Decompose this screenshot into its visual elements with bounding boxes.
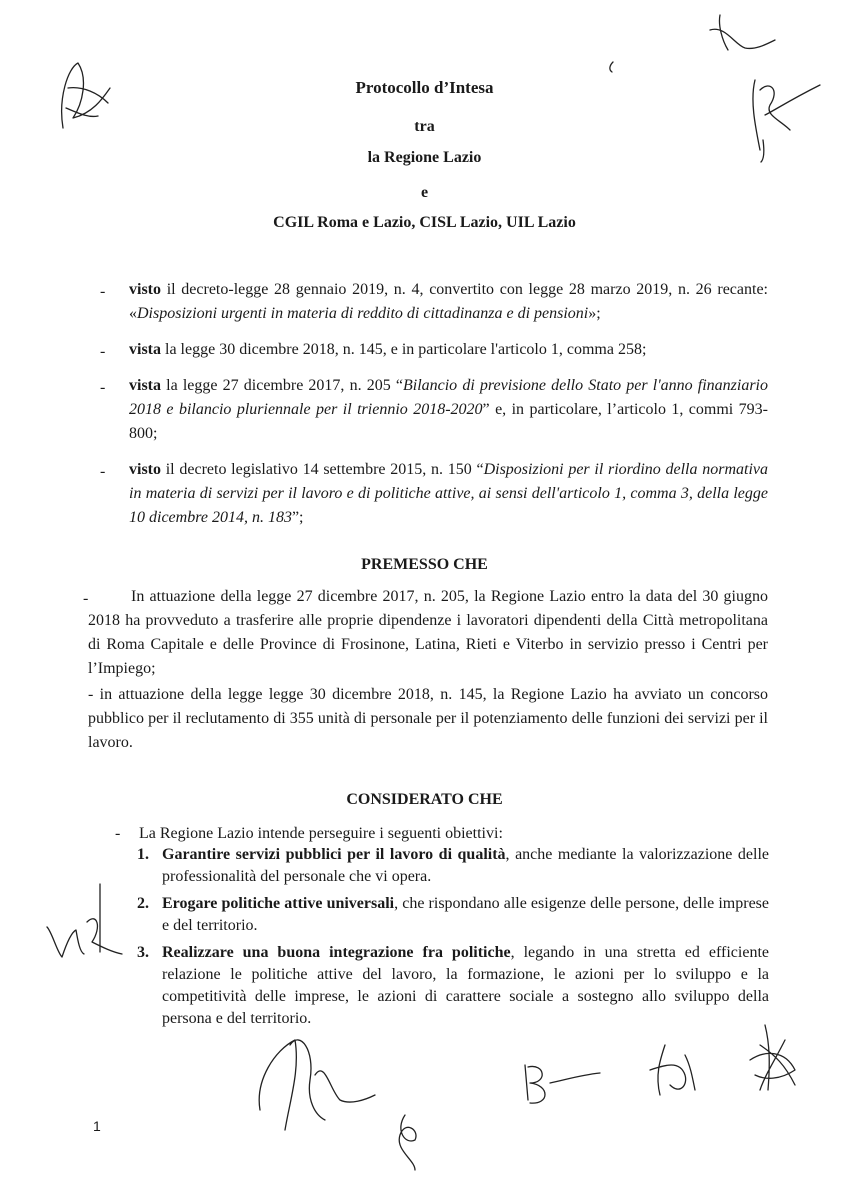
objectives-list [137, 844, 769, 1035]
objective-item: 1. Garantire servizi pubblici per il lavoro di qualità, anche mediante la valorizzazione delle professionalità del personale che vi opera. [137, 846, 770, 885]
signature-initials-top-right [700, 10, 780, 60]
signature-bottom-3 [640, 1040, 710, 1100]
considerato-heading: CONSIDERATO CHE [346, 791, 503, 808]
premesso-paragraph-1: - In attuazione della legge 27 dicembre 2017, n. 205, la Regione Lazio entro la data del 30 giugno 2018 ha provveduto a trasferire alle proprie dipendenze i lavoratori dipendenti della Città metropolitana di Roma Capitale e delle Province di Frosinone, Latina, Rieti e Viterbo in servizio presso i Centri per l’Impiego; [83, 588, 768, 677]
list-item: - visto il decreto-legge 28 gennaio 2019, n. 4, convertito con legge 28 marzo 2019, n. 26 recante: «Disposizioni urgenti in materia di reddito di cittadinanza e di pensioni»; [100, 281, 768, 322]
list-item: - vista la legge 30 dicembre 2018, n. 145, e in particolare l'articolo 1, comma 258; [100, 341, 647, 360]
objective-item: 3. Realizzare una buona integrazione fra politiche, legando in una stretta ed efficiente relazione le politiche attive del lavoro, la formazione, le azioni per lo sviluppo e la competitività delle imprese, le azioni di carattere sociale a sostegno allo sviluppo della persona e del territorio. [137, 944, 769, 1027]
signature-initials-top-left [48, 58, 118, 138]
signature-bottom-2 [520, 1055, 610, 1115]
between-word: tra [414, 118, 435, 135]
ink-mark [605, 60, 617, 74]
list-item: - visto il decreto legislativo 14 settembre 2015, n. 150 “Disposizioni per il riordino della normativa in materia di servizi per il lavoro e di politiche attive, ai sensi dell'articolo 1, comma 3, della legge 10 dicembre 2014, n. 183”; [100, 461, 769, 526]
visti-list [100, 278, 768, 542]
premesso-paragraph-2: - in attuazione della legge legge 30 dicembre 2018, n. 145, la Regione Lazio ha avviato un concorso pubblico per il reclutamento di 355 unità di personale per il potenziamento delle funzioni dei servizi per il lavoro. [88, 686, 768, 751]
premesso-heading: PREMESSO CHE [361, 556, 488, 573]
document-page: Protocollo d’Intesa tra la Regione Lazio e CGIL Roma e Lazio, CISL Lazio, UIL Lazio - visto il decreto-legge 28 gennaio 2019, n. 4, convertito con legge 28 marzo 2019, n. 26 recante: «Disposizioni urgenti in materia di reddito di cittadinanza e di pensioni»; - vista la legge 30 dicembre 2018, n. 145, e in particolare l'articolo 1, comma 258; - vista la legge 27 dicembre 2017, n. 205 “Bilancio di previsione dello Stato per l'anno finanziario 2018 e bilancio pluriennale per il triennio 2018-2020” e, in particolare, l’articolo 1, commi 793-800; - visto il decreto legislativo 14 settembre 2015, n. 150 “Disposizioni per il riordino della normativa in materia di servizi per il lavoro e di politiche attive, ai sensi dell'articolo 1, comma 3, della legge 10 dicembre 2014, n. 183”; PREMESSO CHE - In attuazione della legge 27 dicembre 2017, n. 205, la Regione Lazio entro la data del 30 giugno 2018 ha provveduto a trasferire alle proprie dipendenze i lavoratori dipendenti della Città metropolitana di Roma Capitale e delle Province di Frosinone, Latina, Rieti e Viterbo in servizio presso i Centri per l’Impiego; - in attuazione della legge legge 30 dicembre 2018, n. 145, la Regione Lazio ha avviato un concorso pubblico per il reclutamento di 355 unità di personale per il potenziamento delle funzioni dei servizi per il lavoro. CONSIDERATO CHE - La Regione Lazio intende perseguire i seguenti obiettivi: 1. Garantire servizi pubblici per il lavoro di qualità, anche mediante la valorizzazione delle professionalità del personale che vi opera. 2. Erogare politiche attive universali, che rispondano alle esigenze delle persone, delle imprese e del territorio. 3. Realizzare una buona integrazione fra politiche, legando in una stretta ed efficiente relazione le politiche attive del lavoro, la formazione, le azioni per lo sviluppo e la competitività delle imprese, le azioni di carattere sociale a sostegno allo sviluppo della persona e del territorio. 1 [0, 0, 849, 1200]
conjunction: e [420, 184, 429, 201]
document-title: Protocollo d’Intesa [355, 78, 494, 97]
list-item: - vista la legge 27 dicembre 2017, n. 205 “Bilancio di previsione dello Stato per l'anno finanziario 2018 e bilancio pluriennale per il triennio 2018-2020” e, in particolare, l’articolo 1, commi 793-800; [100, 377, 768, 442]
objective-item: 2. Erogare politiche attive universali, che rispondano alle esigenze delle persone, delle imprese e del territorio. [137, 895, 770, 934]
page-number: 1 [93, 1118, 101, 1134]
signature-bottom-1 [255, 1020, 415, 1180]
signature-bottom-4 [740, 1020, 810, 1100]
signature-initials-left [42, 882, 137, 972]
party-unions: CGIL Roma e Lazio, CISL Lazio, UIL Lazio [273, 214, 576, 231]
party-regione: la Regione Lazio [367, 149, 482, 166]
signature-initials-right [735, 70, 825, 165]
